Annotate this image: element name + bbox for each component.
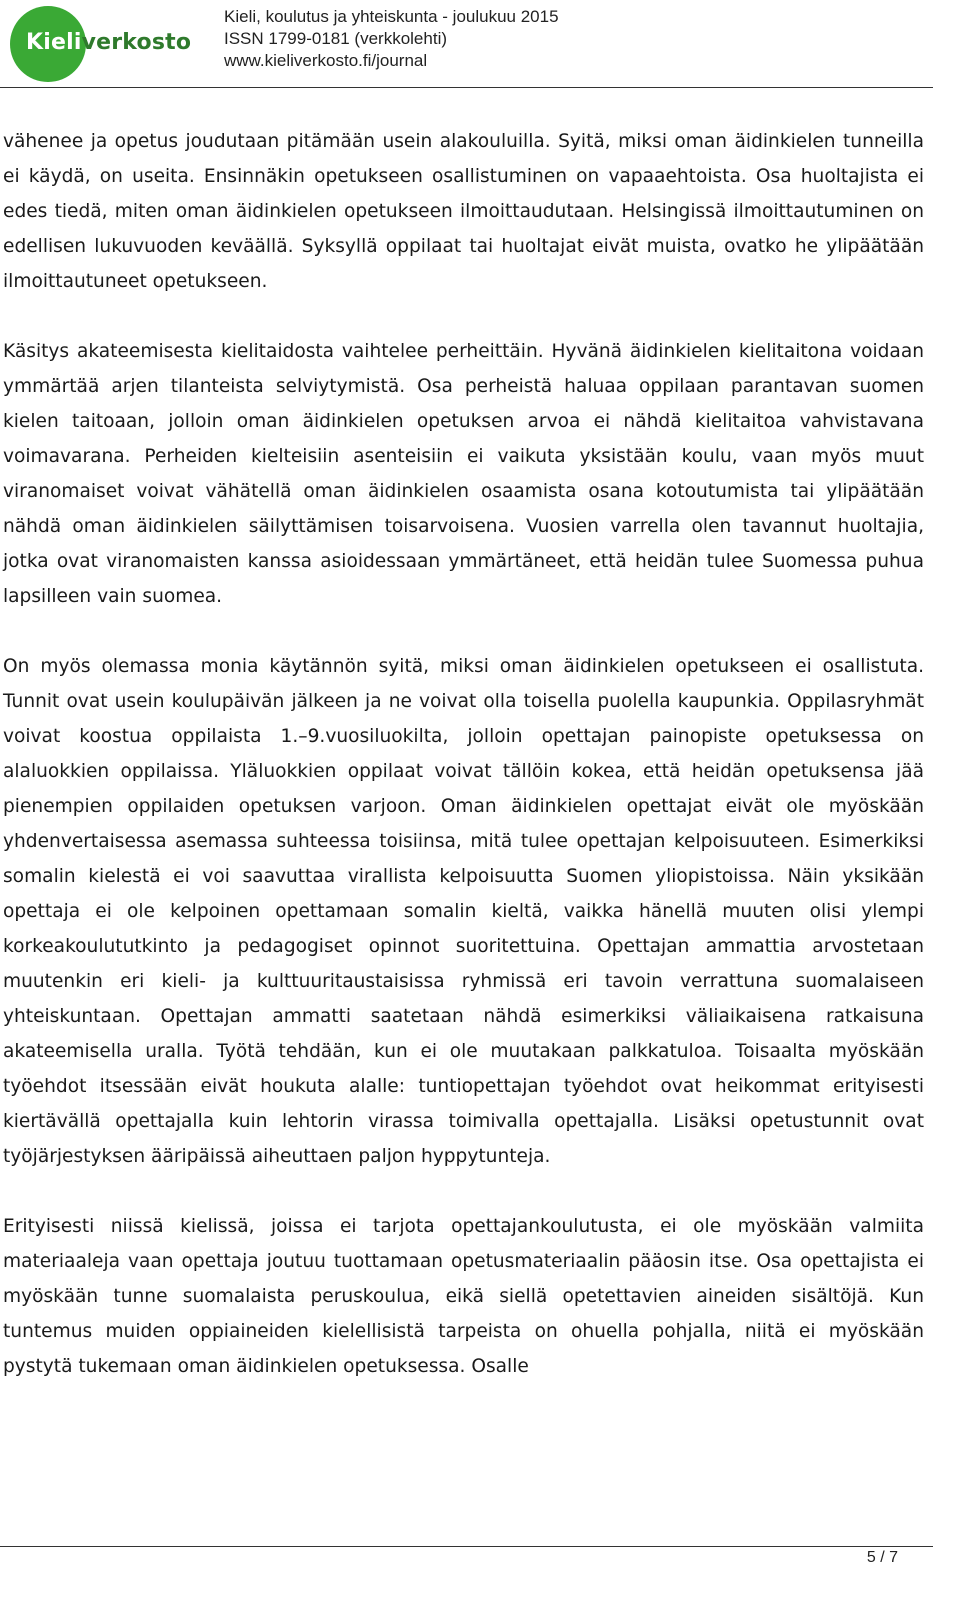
paragraph-4: Erityisesti niissä kielissä, joissa ei tarjota opettajankoulutusta, ei ole myöskään valmiita materiaaleja vaan opettaja joutuu tuottamaan opetusmateriaalin pääosin itse. Osa opettajista ei myöskään tunne suomalaista peruskoulua, eikä siellä opetettavien aineiden sisältöjä. Kun tuntemus muiden oppiaineiden kielellisistä tarpeista on ohuella pohjalla, niitä ei myöskään pystytä tukemaan oman äidinkielen opetuksessa. Osalle (3, 1216, 924, 1377)
journal-issn: ISSN 1799-0181 (verkkolehti) (224, 29, 448, 48)
kieliverkosto-logo (10, 6, 210, 82)
footer-divider (0, 1546, 933, 1547)
logo-wordmark (26, 30, 191, 55)
paragraph-2: Käsitys akateemisesta kielitaidosta vaihtelee perheittäin. Hyvänä äidinkielen kielitaitona voidaan ymmärtää arjen tilanteista selviytymistä. Osa perheistä haluaa oppilaan parantavan suomen kielen taitoaan, jolloin oman äidinkielen opetuksen arvoa ei nähdä kielitaitoa vahvistavana voimavarana. Perheiden kielteisiin asenteisiin ei vaikuta yksistään koulu, vaan myös muut viranomaiset voivat vähätellä oman äidinkielen osaamista osana kotoutumista tai ylipäätään nähdä oman äidinkielen säilyttämisen toisarvoisena. Vuosien varrella olen tavannut huoltajia, jotka ovat viranomaisten kanssa asioidessaan ymmärtäneet, että heidän tulee Suomessa puhua lapsilleen vain suomea. (3, 341, 924, 607)
journal-url: www.kieliverkosto.fi/journal (224, 51, 428, 70)
page-header (0, 0, 960, 90)
paragraph-3: On myös olemassa monia käytännön syitä, miksi oman äidinkielen opetukseen ei osallistuta. Tunnit ovat usein koulupäivän jälkeen ja ne voivat olla toisella puolella kaupunkia. Oppilasryhmät voivat koostua oppilaista 1.–9.vuosiluokilta, jolloin opettajan painopiste opetuksessa on alaluokkien oppilaissa. Yläluokkien oppilaat voivat tällöin kokea, että heidän opetuksensa jää pienempien oppilaiden opetuksen varjoon. Oman äidinkielen opettajat eivät ole myöskään yhdenvertaisessa asemassa suhteessa toisiinsa, mitä tulee opettajan kelpoisuuteen. Esimerkiksi somalin kielestä ei voi saavuttaa virallista kelpoisuutta Suomen yliopistoissa. Näin yksikään opettaja ei ole kelpoinen opettamaan somalin kieltä, vaikka hänellä muuten olisi ylempi korkeakoulututkinto ja pedagogiset opinnot suoritettuina. Opettajan ammattia arvostetaan muutenkin eri kieli- ja kulttuuritaustaisissa ryhmissä eri tavoin verrattuna suomalaiseen yhteiskuntaan. Opettajan ammatti saatetaan nähdä esimerkiksi väliaikaisena ratkaisuna akateemisella uralla. Työtä tehdään, kun ei ole muutakaan palkkatuloa. Toisaalta myöskään työehdot itsessään eivät houkuta alalle: tuntiopettajan työehdot ovat heikommat erityisesti kiertävällä opettajalla kuin lehtorin virassa toimivalla opettajalla. Lisäksi opetustunnit ovat työjärjestyksen ääripäissä aiheuttaen paljon hyppytunteja. (3, 656, 924, 1167)
article-body (3, 124, 924, 1419)
header-divider (0, 87, 933, 88)
page-number: 5 / 7 (866, 1549, 898, 1566)
paragraph-1: vähenee ja opetus joudutaan pitämään usein alakouluilla. Syitä, miksi oman äidinkielen tunneilla ei käydä, on useita. Ensinnäkin opetukseen osallistuminen on vapaaehtoista. Osa huoltajista ei edes tiedä, miten oman äidinkielen opetukseen ilmoittaudutaan. Helsingissä ilmoittautuminen on edellisen lukuvuoden keväällä. Syksyllä oppilaat tai huoltajat eivät muista, ovatko he ylipäätään ilmoittautuneet opetukseen. (3, 131, 924, 292)
journal-title: Kieli, koulutus ja yhteiskunta - joulukuu 2015 (224, 7, 559, 26)
logo-text-part2: verkosto (81, 30, 192, 55)
journal-info (224, 6, 924, 72)
logo-text-part1: Kieli (26, 30, 82, 55)
